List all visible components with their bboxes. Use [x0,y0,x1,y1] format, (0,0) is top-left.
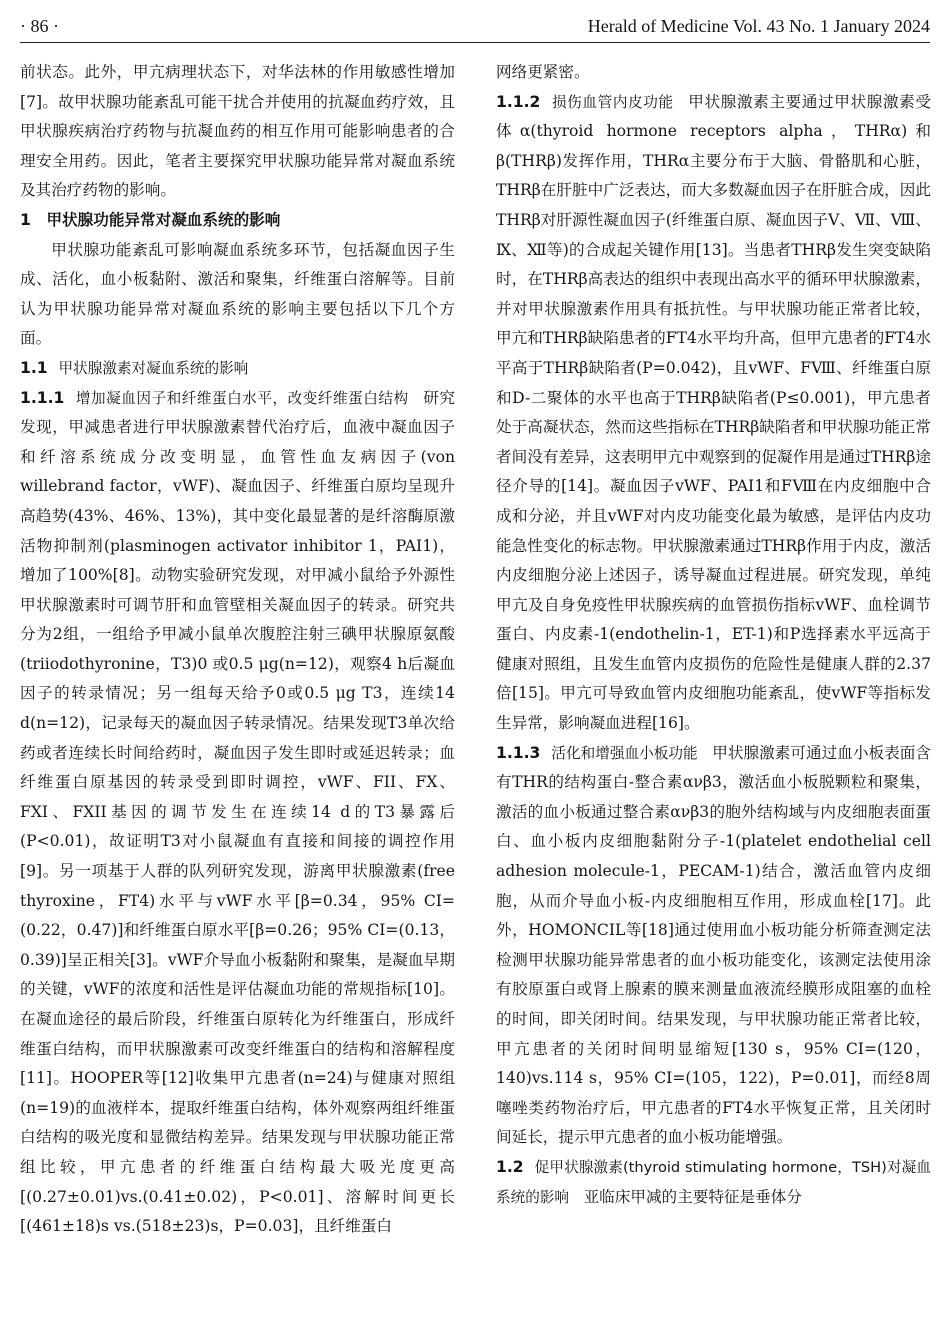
paragraph-intro-end: 前状态。此外，甲亢病理状态下，对华法林的作用敏感性增加[7]。故甲状腺功能紊乱可能干扰合并使用的抗凝血药疗效，且甲状腺疾病治疗药物与抗凝血药的相互作用可能影响患者的合理安全用药。因此，笔者主要探究甲状腺功能异常对凝血系统及其治疗药物的影响。 [20,63,455,200]
paragraph-1-1-3: 甲状腺激素可通过血小板表面含有THR的结构蛋白-整合素ανβ3，激活血小板脱颗粒和聚集，激活的血小板通过整合素ανβ3的胞外结构域与内皮细胞表面蛋白、血小板内皮细胞黏附分子-1(platelet endothelial cell adhesion molecule-1，PECAM-1)结合，激活血管内皮细胞，从而介导血小板-内皮细胞相互作用，形成血栓[17]。此外，HOMONCIL等[18]通过使用血小板功能分析筛查测定法检测甲状腺功能异常患者的血小板功能变化，该测定法使用涂有胶原蛋白或肾上腺素的膜来测量血液流经膜形成阻塞的血栓的时间，即关闭时间。结果发现，与甲状腺功能正常者比较，甲亢患者的关闭时间明显缩短[130 s，95% CI=(120，140)vs.114 s，95% CI=(105，122)，P=0.01]，而经8周噻唑类药物治疗后，甲亢患者的FT4水平恢复正常，且关闭时间延长，提示甲亢患者的血小板功能增强。 [496,743,931,1147]
journal-info: Herald of Medicine Vol. 43 No. 1 January 2024 [587,16,930,36]
subsubsection-1-1-3 [496,739,931,1153]
subsubsection-title: 活化和增强血小板功能 [551,744,698,762]
subsection-number: 1.2 [496,1157,524,1176]
paragraph-1-1-1: 研究发现，甲减患者进行甲状腺激素替代治疗后，血液中凝血因子和纤溶系统成分改变明显，血管性血友病因子(von willebrand factor，vWF)、凝血因子、纤维蛋白原均呈现升高趋势(43%、46%、13%)，其中变化最显著的是纤溶酶原激活物抑制剂(plasminogen activator inhibitor 1，PAI1)，增加了100%[8]。动物实验研究发现，对甲减小鼠给予外源性甲状腺激素时可调节肝和血管壁相关凝血因子的转录。研究共分为2组，一组给予甲减小鼠单次腹腔注射三碘甲状腺原氨酸(triiodothyronine，T3)0 或0.5 μg(n=12)，观察4 h后凝血因子的转录情况；另一组每天给予0或0.5 μg T3，连续14 d(n=12)，记录每天的凝血因子转录情况。结果发现T3单次给药或者连续长时间给药时，凝血因子发生即时或延迟转录；血纤维蛋白原基因的转录受到即时调控，vWF、FII、FX、FXI、FXII基因的调节发生在连续14 d的T3暴露后(P<0.01)，故证明T3对小鼠凝血有直接和间接的调控作用[9]。另一项基于人群的队列研究发现，游离甲状腺激素(free thyroxine，FT4)水平与vWF水平[β=0.34，95% CI=(0.22，0.47)]和纤维蛋白原水平[β=0.26；95% CI=(0.13，0.39)]呈正相关[3]。vWF介导血小板黏附和聚集，是凝血早期的关键，vWF的浓度和活性是评估凝血功能的常规指标[10]。在凝血途径的最后阶段，纤维蛋白原转化为纤维蛋白，形成纤维蛋白结构，而甲状腺激素可改变纤维蛋白的结构和溶解程度[11]。HOOPER等[12]收集甲亢患者(n=24)与健康对照组(n=19)的血液样本，提取纤维蛋白结构，体外观察两组纤维蛋白结构的吸光度和显微结构差异。结果发现与甲状腺功能正常组比较，甲亢患者的纤维蛋白结构最大吸光度更高[(0.27±0.01)vs.(0.41±0.02)，P<0.01]、溶解时间更长[(461±18)s vs.(518±23)s，P=0.03]，且纤维蛋白 [20,388,455,1236]
subsubsection-number: 1.1.3 [496,743,541,762]
paragraph-section-1: 甲状腺功能紊乱可影响凝血系统多环节，包括凝血因子生成、活化，血小板黏附、激活和聚集，纤维蛋白溶解等。目前认为甲状腺功能异常对凝血系统的影响主要包括以下几个方面。 [20,240,455,348]
running-header [20,12,930,43]
subsection-heading-1-1 [20,354,455,384]
right-column [496,58,931,1324]
subsection-title: 甲状腺激素对凝血系统的影响 [58,359,249,377]
section-number: 1 [20,210,31,229]
subsubsection-title: 增加凝血因子和纤维蛋白水平，改变纤维蛋白结构 [75,389,409,407]
paragraph-1-1-2: 甲状腺激素主要通过甲状腺激素受体α(thyroid hormone receptors alpha，THRα)和β(THRβ)发挥作用，THRα主要分布于大脑、骨骼肌和心脏，THRβ在肝脏中广泛表达，而大多数凝血因子在肝脏合成，因此THRβ对肝源性凝血因子(纤维蛋白原、凝血因子Ⅴ、Ⅶ、Ⅷ、Ⅸ、Ⅻ等)的合成起关键作用[13]。当患者THRβ发生突变缺陷时，在THRβ高表达的组织中表现出高水平的循环甲状腺激素，并对甲状腺激素作用具有抵抗性。与甲状腺功能正常者比较，甲亢和THRβ缺陷患者的FT4水平均升高，但甲亢患者的FT4水平高于THRβ缺陷者(P=0.042)，且vWF、FⅧ、纤维蛋白原和D-二聚体的水平也高于THRβ缺陷者(P≤0.001)，甲亢患者处于高凝状态，然而这些指标在THRβ缺陷者和甲状腺功能正常者间没有差异，这表明甲亢中观察到的促凝作用是通过THRβ途径介导的[14]。凝血因子vWF、PAI1和FⅧ在内皮细胞中合成和分泌，并且vWF对内皮功能变化最为敏感，是评估内皮功能急性变化的标志物。甲状腺激素通过THRβ作用于内皮，激活内皮细胞分泌上述因子，诱导凝血过程进展。研究发现，单纯甲亢及自身免疫性甲状腺疾病的血管损伤指标vWF、血栓调节蛋白、内皮素-1(endothelin-1，ET-1)和P选择素水平远高于健康对照组，且发生血管内皮损伤的危险性是健康人群的2.37倍[15]。甲亢可导致血管内皮细胞功能紊乱，使vWF等指标发生异常，影响凝血进程[16]。 [496,92,931,733]
page-number: · 86 · [20,16,59,36]
subsection-number: 1.1 [20,358,48,377]
left-column [20,58,455,1324]
subsubsection-number: 1.1.1 [20,388,65,407]
subsection-heading-1-2 [496,1153,931,1212]
subsubsection-1-1-1 [20,384,455,1242]
paragraph-1-2: 亚临床甲减的主要特征是垂体分 [583,1187,802,1206]
subsection-title: 促甲状腺激素(thyroid stimulating hormone，TSH)对凝血系统的影响 [496,1158,931,1206]
paragraph-continuation: 网络更紧密。 [496,63,590,81]
section-title: 甲状腺功能异常对凝血系统的影响 [46,210,281,229]
subsubsection-number: 1.1.2 [496,92,541,111]
subsubsection-1-1-2 [496,88,931,739]
subsubsection-title: 损伤血管内皮功能 [551,93,674,111]
section-heading-1 [20,206,455,236]
